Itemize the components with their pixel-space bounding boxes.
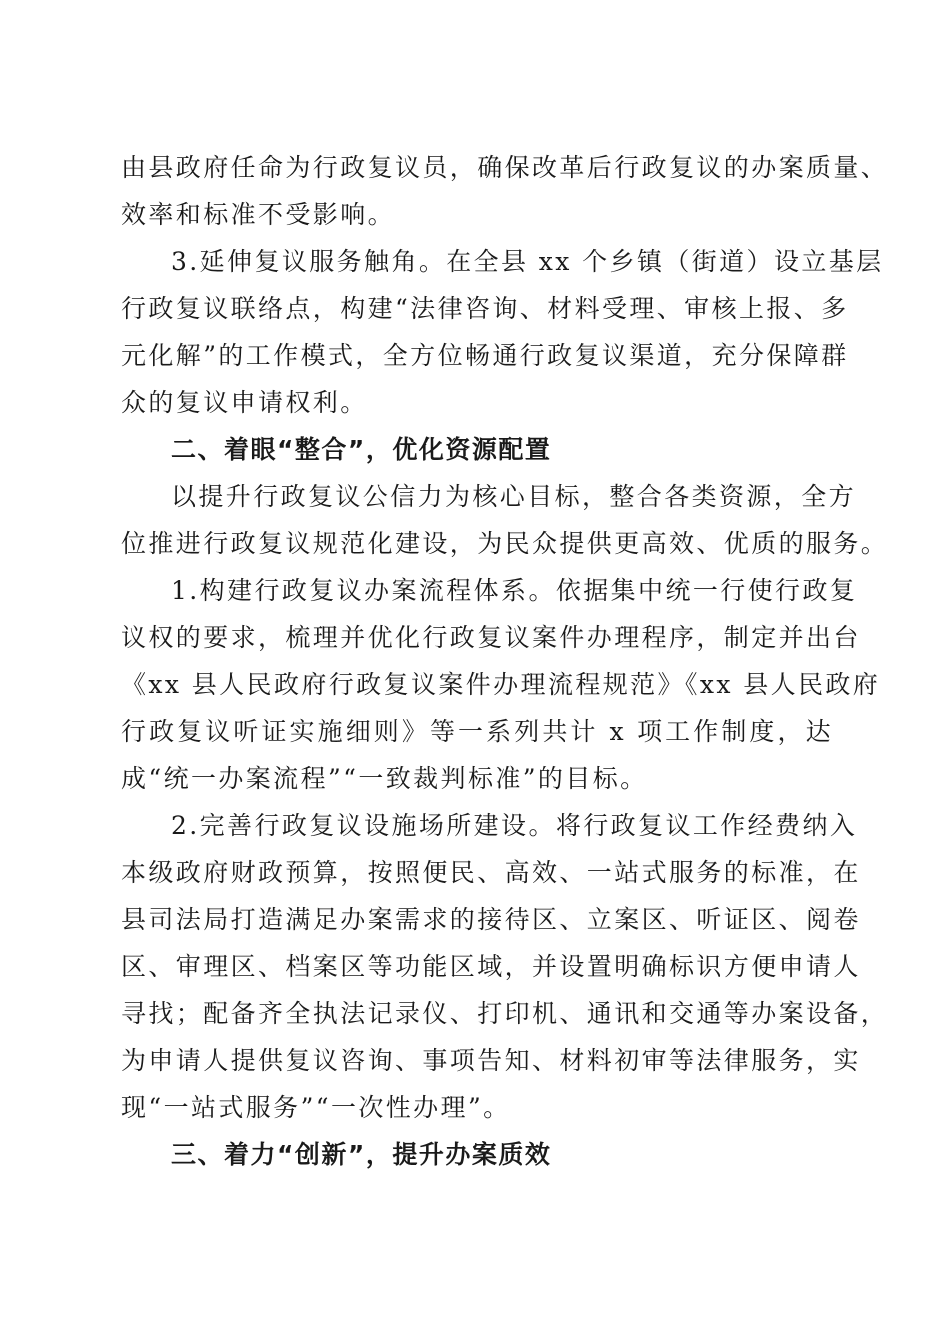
paragraph-item-3 (121, 238, 884, 426)
section-heading-2 (121, 426, 833, 473)
text-line: 众的复议申请权利。 (121, 388, 368, 417)
text-line: 3.延伸复议服务触角。在全县 xx 个乡镇（街道）设立基层 (171, 247, 884, 276)
paragraph-intro (121, 473, 889, 567)
text-line: 元化解”的工作模式，全方位畅通行政复议渠道，充分保障群 (121, 341, 849, 370)
text-line: 议权的要求，梳理并优化行政复议案件办理程序，制定并出台 (121, 623, 861, 652)
text-line: 由县政府任命为行政复议员，确保改革后行政复议的办案质量、 (121, 153, 889, 182)
text-line: 区、审理区、档案区等功能区域，并设置明确标识方便申请人 (121, 952, 861, 981)
text-line: 寻找；配备齐全执法记录仪、打印机、通讯和交通等办案设备， (121, 999, 889, 1028)
text-line: 效率和标准不受影响。 (121, 200, 396, 229)
text-line: 现“一站式服务”“一次性办理”。 (121, 1093, 511, 1122)
text-line: 2.完善行政复议设施场所建设。将行政复议工作经费纳入 (171, 811, 858, 840)
section-heading-3 (121, 1131, 833, 1178)
document-body (121, 144, 889, 1178)
text-line: 成“统一办案流程”“一致裁判标准”的目标。 (121, 764, 648, 793)
text-line: 本级政府财政预算，按照便民、高效、一站式服务的标准，在 (121, 858, 861, 887)
paragraph-item-1 (121, 567, 881, 802)
text-line: 以提升行政复议公信力为核心目标，整合各类资源，全方 (171, 482, 857, 511)
heading-text: 三、着力“创新”，提升办案质效 (171, 1140, 552, 1169)
text-line: 县司法局打造满足办案需求的接待区、立案区、听证区、阅卷 (121, 905, 861, 934)
paragraph-item-2 (121, 802, 889, 1131)
heading-text: 二、着眼“整合”，优化资源配置 (171, 435, 552, 464)
text-line: 行政复议听证实施细则》等一系列共计 x 项工作制度，达 (121, 717, 833, 746)
text-line: 1.构建行政复议办案流程体系。依据集中统一行使行政复 (171, 576, 858, 605)
text-line: 行政复议联络点，构建“法律咨询、材料受理、审核上报、多 (121, 294, 849, 323)
text-line: 位推进行政复议规范化建设，为民众提供更高效、优质的服务。 (121, 529, 889, 558)
text-line: 《xx 县人民政府行政复议案件办理流程规范》《xx 县人民政府 (121, 670, 881, 699)
paragraph-continuation (121, 144, 889, 238)
text-line: 为申请人提供复议咨询、事项告知、材料初审等法律服务，实 (121, 1046, 861, 1075)
